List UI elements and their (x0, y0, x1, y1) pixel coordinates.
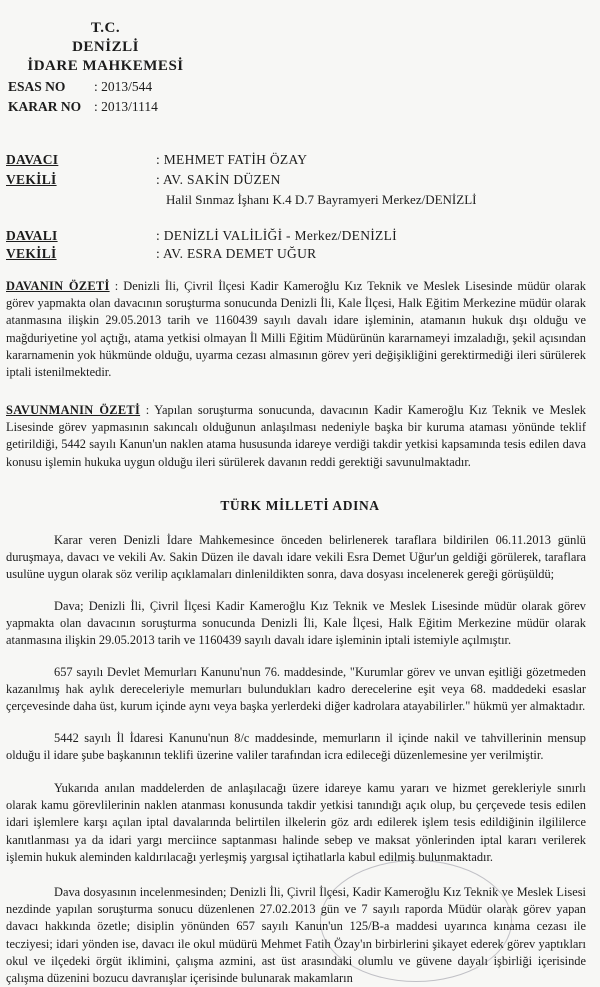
plaintiff-value: : MEHMET FATİH ÖZAY (156, 152, 308, 167)
paragraph-2: Dava; Denizli İli, Çivril İlçesi Kadir Kameroğlu Kız Teknik ve Meslek Lisesinde müdür olarak görev yapmakta olan davacının soruşturma sonucunda Denizli İli, Kale İlçesi, Halk Eğitim Merkezine müdür olarak atanmasına ilişkin 29.05.2013 tarih ve 1160439 sayılı davalı idare işleminin iptali istemiyle açılmıştır. (6, 599, 586, 648)
paragraph-4: 5442 sayılı İl İdaresi Kanunu'nun 8/c maddesinde, memurların il içinde nakil ve tahvillerinin mensup olduğu il idare şube başkanının teklifi üzerine valiler tarafından icra edileceği düzenlemesine yer verilmiştir. (6, 731, 586, 763)
city-label: DENİZLİ (72, 39, 139, 55)
karar-no-row (8, 99, 158, 115)
defendant-attorney-value: : AV. ESRA DEMET UĞUR (156, 246, 317, 261)
paragraph-6: Dava dosyasının incelenmesinden; Denizli İli, Çivril İlçesi, Kadir Kameroğlu Kız Teknik ve Meslek Lisesi nezdinde yapılan soruşturma sonucu düzenlenen 27.02.2013 gün ve 7 sayılı raporda Müdür olarak görev yapan davacı hakkında özetle; disiplin yönünden 657 sayılı Kanun'un 125/B-a maddesi uyarınca kınama cezası ile tecziyesi; idari yönden ise, davacı ile okul müdürü Mehmet Fatih Özay'ın birbirlerini şikayet ederek görev yaptıkları okul ve ilçedeki örgüt iklimini, çalışma azmini, ast üst arasındaki olumlu ve güvene dayalı işbirliği içerisinde çalışma düzenini bozucu davranışlar içerisinde bulunarak makamların (6, 885, 586, 986)
country-label: T.C. (90, 20, 121, 36)
plaintiff-attorney-row (6, 172, 281, 188)
plaintiff-row (6, 152, 307, 168)
paragraph-5: Yukarıda anılan maddelerden de anlaşılacağı üzere idareye kamu yararı ve hizmet gerekleriyle sınırlı olarak kamu görevlilerinin naklen atanması konusunda takdir yetkisi tanındığı açık olup, bu çerçevede tesis edilen idari işlemlere karşı açılan iptal davalarında belirtilen ilkelerin göz ardı edilerek işlem tesis edildiğinin ilgililerce kanıtlanması ya da idari yargı merciince saptanması halinde sebep ve maksat yönlerinden iptal kararı verilerek işlemin hukuk aleminden kaldırılacağı yerleşmiş yargısal içtihatlarla kabul edilmiş bulunmaktadır. (6, 781, 586, 864)
defendant-attorney-label: VEKİLİ (6, 246, 57, 261)
esas-no-row (8, 79, 152, 95)
karar-value: : 2013/1114 (94, 99, 158, 114)
defense-summary-text: : Yapılan soruşturma sonucunda, davacının Kadir Kameroğlu Kız Teknik ve Meslek Lisesinde görev yapmasının sakıncalı olduğunun anlaşılması nedeniyle başka bir kuruma ataması yönünde teklif getirildiği, 5442 sayılı Kanun'un naklen atama hususunda idareye verdiği takdir yetkisi kapsamında tesis edilen dava konusu işlemin hukuka uygun olduğu ileri sürülerek davanın reddi gerektiği savunulmaktadır. (6, 403, 586, 469)
defendant-attorney-row (6, 246, 316, 262)
section-title: TÜRK MİLLETİ ADINA (220, 498, 380, 513)
plaintiff-label: DAVACI (6, 152, 59, 167)
court-name: İDARE MAHKEMESİ (27, 58, 184, 74)
case-summary-label: DAVANIN ÖZETİ (6, 279, 110, 293)
plaintiff-attorney-address: Halil Sınmaz İşhanı K.4 D.7 Bayramyeri Merkez/DENİZLİ (166, 192, 477, 207)
esas-label: ESAS NO (8, 79, 66, 94)
defense-summary (6, 402, 586, 471)
case-summary-text: : Denizli İli, Çivril İlçesi Kadir Kameroğlu Kız Teknik ve Meslek Lisesinde müdür olarak görev yapmakta olan davacının soruşturma sonucunda Denizli İli, Kale İlçesi, Halk Eğitim Merkezine müdür olarak atanmasına ilişkin 29.05.2013 tarih ve 1160439 sayılı davalı idare işleminin, atamanın hukuk dışı olduğu ve mağduriyetine yol açtığı, atama yetkisi olmayan İl Milli Eğitim Müdürünün kararnameyi imzaladığı, şekil açısından kararnamenin yok hükmünde olduğu, uyarma cezası almasının görev yeri değişikliğini gerektirmediği ileri sürülerek iptali istenilmektedir. (6, 279, 586, 380)
esas-value: : 2013/544 (94, 79, 153, 94)
defendant-row (6, 228, 397, 244)
official-stamp (320, 860, 512, 982)
paragraph-1: Karar veren Denizli İdare Mahkemesince önceden belirlenerek taraflara bildirilen 06.11.2013 günlü duruşmaya, davacı ve vekili Av. Sakin Düzen ile davalı idare vekili Esra Demet Uğur'un geldiği görülerek, taraflara usulüne uygun olarak söz verilip açıklamaları dinlenildikten sonra, dava dosyası incelenerek gereği görüşüldü; (6, 533, 586, 582)
karar-label: KARAR NO (8, 99, 82, 114)
defendant-label: DAVALI (6, 228, 58, 243)
case-summary (6, 278, 586, 381)
paragraph-3: 657 sayılı Devlet Memurları Kanunu'nun 76. maddesinde, "Kurumlar görev ve unvan eşitliği gözetmeden kazanılmış hak aylık dereceleriyle memurları bulundukları kadro derecelerine eşit veya 68. maddedeki esaslar çerçevesinde daha üst, kurum içinde aynı veya başka yerlerdeki diğer kadrolara atayabilirler." hükmü yer almaktadır. (6, 665, 586, 714)
plaintiff-attorney-label: VEKİLİ (6, 172, 57, 187)
plaintiff-attorney-value: : AV. SAKİN DÜZEN (156, 172, 281, 187)
defense-summary-label: SAVUNMANIN ÖZETİ (6, 403, 141, 417)
defendant-value: : DENİZLİ VALİLİĞİ - Merkez/DENİZLİ (156, 228, 397, 243)
